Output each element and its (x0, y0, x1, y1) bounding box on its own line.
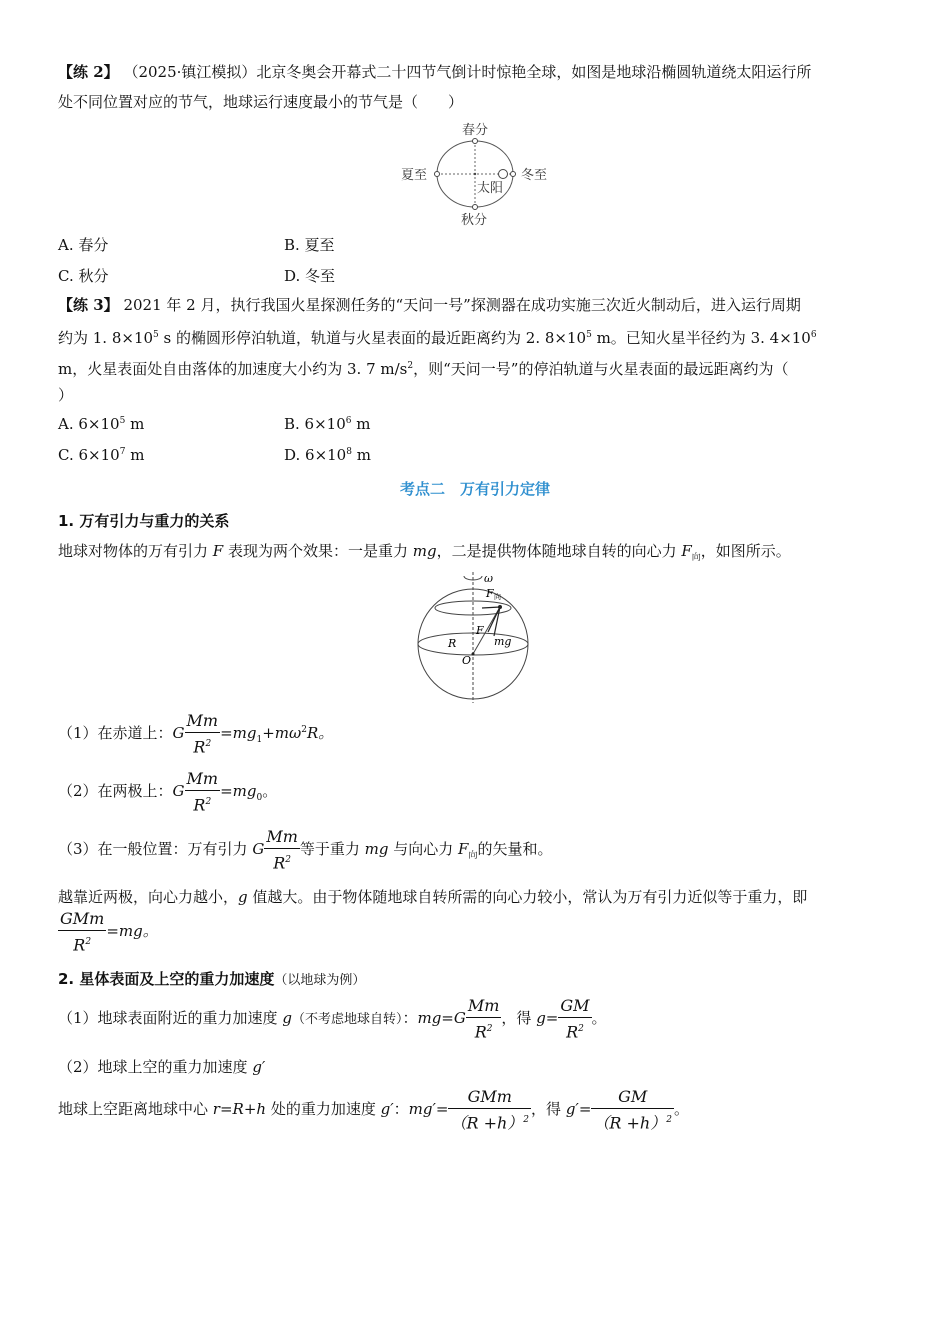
label-summer: 夏至 (401, 168, 428, 183)
s2-eq1-mid: ，得 (501, 1009, 537, 1028)
s1-eq2-frac (185, 768, 221, 816)
earth-diagram (410, 568, 540, 708)
ex3-exp2: 5 (586, 330, 592, 340)
s2-eq3-num: GMm (448, 1086, 531, 1109)
s2-eq1-pre: （1）地球表面附近的重力加速度 (58, 1009, 283, 1028)
s1-eq2-rest: =mg (220, 782, 257, 801)
label-sun: 太阳 (477, 181, 504, 196)
earth-left (435, 172, 440, 177)
s1-intro-Fx: F (681, 542, 692, 560)
ex3-stem-1: 2021 年 2 月，执行我国火星探测任务的“天问一号”探测器在成功实施三次近火制动后，进入运行周期 (123, 296, 801, 314)
s2-eq1-sq2: 2 (578, 1024, 584, 1034)
fig-Fto: F (486, 587, 494, 600)
s1-note (58, 887, 807, 907)
ex3-d-text: D. 6×10 (284, 446, 347, 464)
s1-title: 1. 万有引力与重力的关系 (58, 512, 230, 530)
ex3-l3b: ，则“天问一号”的停泊轨道与火星表面的最远距离约为（ (413, 360, 789, 378)
s2-title-wrap (58, 968, 365, 989)
s2-eq1-mg: mg=G (417, 1009, 466, 1028)
s2-eq3-g: g′ (380, 1100, 394, 1119)
s2-eq3-den2-wrap (591, 1109, 674, 1134)
ex3-option-a[interactable] (58, 415, 144, 433)
s1-note-sq: 2 (85, 937, 92, 947)
ex3-b-unit: m (351, 415, 371, 433)
s1-intro-a: 地球对物体的万有引力 (58, 542, 213, 560)
s2-eq1-frac (466, 995, 502, 1043)
s1-intro-sub: 向 (691, 553, 701, 563)
ex3-c-exp: 7 (119, 447, 126, 457)
fig-O: O (462, 654, 472, 667)
label-autumn: 秋分 (461, 213, 488, 228)
F-arrow (488, 607, 500, 632)
ex3-a-unit: m (125, 415, 145, 433)
ex3-b-text: B. 6×10 (284, 415, 346, 433)
ex3-option-b[interactable] (284, 415, 371, 433)
ex2-option-d[interactable]: D. 冬至 (284, 267, 336, 285)
s1-note-eq (58, 908, 158, 956)
label-spring: 春分 (462, 123, 489, 138)
s1-intro-mg: mg (412, 542, 437, 560)
s1-eq2-pre: （2）在两极上： (58, 782, 173, 801)
s1-eq3-den: R (273, 853, 286, 873)
s1-note-b: 值越大。由于物体随地球自转所需的向心力较小，常认为万有引力近似等于重力，即 (247, 888, 808, 906)
ex3-option-d[interactable] (284, 446, 371, 464)
s2-eq3-den: （R +h） (450, 1113, 524, 1133)
ex2-stem-1: （2025·镇江模拟）北京冬奥会开幕式二十四节气倒计时惊艳全球，如图是地球沿椭圆轨道绕太阳运行所 (123, 63, 812, 81)
s1-eq2-sq: 2 (205, 797, 212, 807)
s1-eq1-G: G (172, 724, 185, 743)
s1-eq1-sq: 2 (205, 739, 212, 749)
s1-eq3-G: G (252, 840, 265, 859)
object-dot (498, 605, 502, 609)
earth-right (511, 172, 516, 177)
ex2-tag: 【练 2】 (58, 63, 119, 81)
s1-note-g: g (238, 888, 248, 906)
s2-eq3-mid: 处的重力加速度 (266, 1100, 381, 1119)
s2-eq3 (58, 1086, 689, 1134)
fig-omega: ω (484, 572, 493, 585)
s1-eq3-F: F (458, 840, 469, 859)
ex3-a-exp: 5 (119, 416, 126, 426)
ex2-line1 (58, 62, 811, 82)
s2-title: 2. 星体表面及上空的重力加速度 (58, 970, 275, 988)
s2-eq3-end: 。 (673, 1100, 689, 1119)
s2-eq3-den-wrap (448, 1109, 531, 1134)
s2-eq2-pre: （2）地球上空的重力加速度 (58, 1058, 253, 1076)
s2-eq3-frac (448, 1086, 531, 1134)
ex3-exp1: 5 (153, 330, 159, 340)
s1-eq2-den: R (193, 795, 206, 815)
ex3-line4: ） (58, 386, 74, 404)
s2-eq1-sq: 2 (486, 1024, 493, 1034)
s2-eq3-sq2: 2 (666, 1115, 672, 1125)
s1-eq3-sub: 向 (468, 851, 478, 862)
s1-intro-c: ，二是提供物体随地球自转的向心力 (436, 542, 682, 560)
s2-eq3-pre: 地球上空距离地球中心 (58, 1100, 213, 1119)
s1-intro-F: F (212, 542, 224, 560)
ex3-l2b: s 的椭圆形停泊轨道，轨道与火星表面的最近距离约为 2. 8×10 (158, 329, 587, 347)
s1-eq2-num: Mm (185, 768, 221, 791)
ex3-line2 (58, 325, 817, 348)
earth-top (473, 139, 478, 144)
s1-intro (58, 541, 791, 568)
ex3-option-c[interactable] (58, 446, 144, 464)
ex3-line3 (58, 356, 788, 379)
s2-eq1-num2: GM (558, 995, 591, 1018)
ex3-b-exp: 6 (345, 416, 352, 426)
ex3-exp3: 6 (810, 330, 817, 340)
s2-eq3-mid2: ，得 (531, 1100, 566, 1119)
s2-title-note: （以地球为例） (274, 973, 366, 988)
s2-eq3-mg: mg′= (408, 1100, 449, 1119)
s2-eq2 (58, 1057, 265, 1077)
ex3-a-text: A. 6×10 (58, 415, 120, 433)
s2-eq3-sq: 2 (523, 1115, 530, 1125)
s1-eq3-pre: （3）在一般位置：万有引力 (58, 840, 253, 859)
s1-eq3-sq: 2 (285, 855, 291, 865)
s1-intro-d: ，如图所示。 (700, 542, 791, 560)
s2-eq1-note: （不考虑地球自转） (291, 1012, 403, 1028)
s1-eq2-sub: 0 (256, 793, 263, 804)
s1-eq1-den: R (193, 737, 206, 757)
s2-eq1-g: g (282, 1009, 292, 1028)
s1-eq1-pre: （1）在赤道上： (58, 724, 173, 743)
ex3-l2c: m。已知火星半径约为 3. 4×10 (591, 329, 811, 347)
s1-eq3-den-wrap (264, 849, 300, 874)
fig-mg: mg (494, 635, 512, 648)
s1-note-end: =mg。 (106, 922, 158, 941)
s1-eq3-rest2: 与向心力 (388, 840, 459, 859)
s1-eq3 (58, 826, 552, 874)
s1-eq1-rest: =mg (220, 724, 257, 743)
s1-eq1-rest2: +mω (262, 724, 302, 743)
s2-eq3-r: r=R+h (212, 1100, 267, 1119)
ex3-d-exp: 8 (346, 447, 352, 457)
Fto-arrow (482, 607, 500, 608)
earth-bottom (473, 205, 478, 210)
s2-eq1-den2-wrap (558, 1018, 591, 1043)
s1-eq3-frac (264, 826, 300, 874)
ex3-c-unit: m (125, 446, 145, 464)
s1-eq1-R: R。 (307, 724, 334, 743)
s2-eq3-g2: g′= (565, 1100, 592, 1119)
ex3-sq: 2 (407, 361, 414, 371)
s2-eq1-den2: R (566, 1022, 579, 1042)
s1-note-den: R (73, 935, 86, 955)
label-winter: 冬至 (521, 168, 548, 183)
s1-note-frac (58, 908, 106, 956)
s2-eq1-frac2 (558, 995, 591, 1043)
s2-eq1 (58, 995, 607, 1043)
s1-eq1-den-wrap (185, 733, 221, 758)
s2-eq3-frac2 (591, 1086, 674, 1134)
s1-eq1-sub: 1 (256, 735, 263, 746)
ex3-l3a: m，火星表面处自由落体的加速度大小约为 3. 7 m/s (58, 360, 408, 378)
s2-eq1-colon: ： (402, 1009, 418, 1028)
orbit-diagram (395, 118, 565, 230)
s1-eq2 (58, 768, 277, 816)
s1-eq1 (58, 710, 333, 758)
s2-eq1-g2: g= (536, 1009, 559, 1028)
ex3-tag: 【练 3】 (58, 296, 119, 314)
s1-eq1-sq2: 2 (301, 725, 307, 736)
s2-eq2-g: g′ (252, 1058, 266, 1076)
s1-eq2-G: G (172, 782, 185, 801)
ex3-c-text: C. 6×10 (58, 446, 120, 464)
s1-note-den-wrap (58, 931, 106, 956)
ex3-d-unit: m (351, 446, 371, 464)
s2-eq3-den2: （R +h） (593, 1113, 667, 1133)
s1-eq3-rest: 等于重力 (299, 840, 365, 859)
s2-eq3-colon: ： (393, 1100, 409, 1119)
s1-eq1-num: Mm (185, 710, 221, 733)
ex3-l2a: 约为 1. 8×10 (58, 329, 154, 347)
s1-eq2-end: 。 (262, 782, 278, 801)
center-dot (474, 173, 476, 175)
sun (499, 170, 508, 179)
s1-intro-b: 表现为两个效果：一是重力 (223, 542, 413, 560)
ex3-line1 (58, 295, 801, 315)
s1-eq1-frac (185, 710, 221, 758)
s1-eq3-mg: mg (364, 840, 389, 859)
fig-R: R (448, 637, 457, 650)
section-heading: 考点二 万有引力定律 (399, 480, 550, 498)
ex2-option-c[interactable]: C. 秋分 (58, 267, 109, 285)
s1-note-num: GMm (58, 908, 106, 931)
s2-eq3-num2: GM (591, 1086, 674, 1109)
ex2-stem-2: 处不同位置对应的节气，地球运行速度最小的节气是（ ） (58, 93, 464, 111)
s1-note-a: 越靠近两极，向心力越小， (58, 888, 239, 906)
center-O (472, 653, 475, 656)
s2-eq1-den-wrap (466, 1018, 502, 1043)
s1-eq3-end: 的矢量和。 (477, 840, 553, 859)
ex2-option-a[interactable]: A. 春分 (58, 236, 109, 254)
s1-eq2-den-wrap (185, 791, 221, 816)
s2-eq1-num: Mm (466, 995, 502, 1018)
s2-eq1-den: R (474, 1022, 487, 1042)
fig-Fto-sub: 向 (494, 593, 501, 601)
s2-eq1-end: 。 (591, 1009, 607, 1028)
fig-F: F (476, 624, 484, 637)
ex2-option-b[interactable]: B. 夏至 (284, 236, 335, 254)
s1-eq3-num: Mm (264, 826, 300, 849)
